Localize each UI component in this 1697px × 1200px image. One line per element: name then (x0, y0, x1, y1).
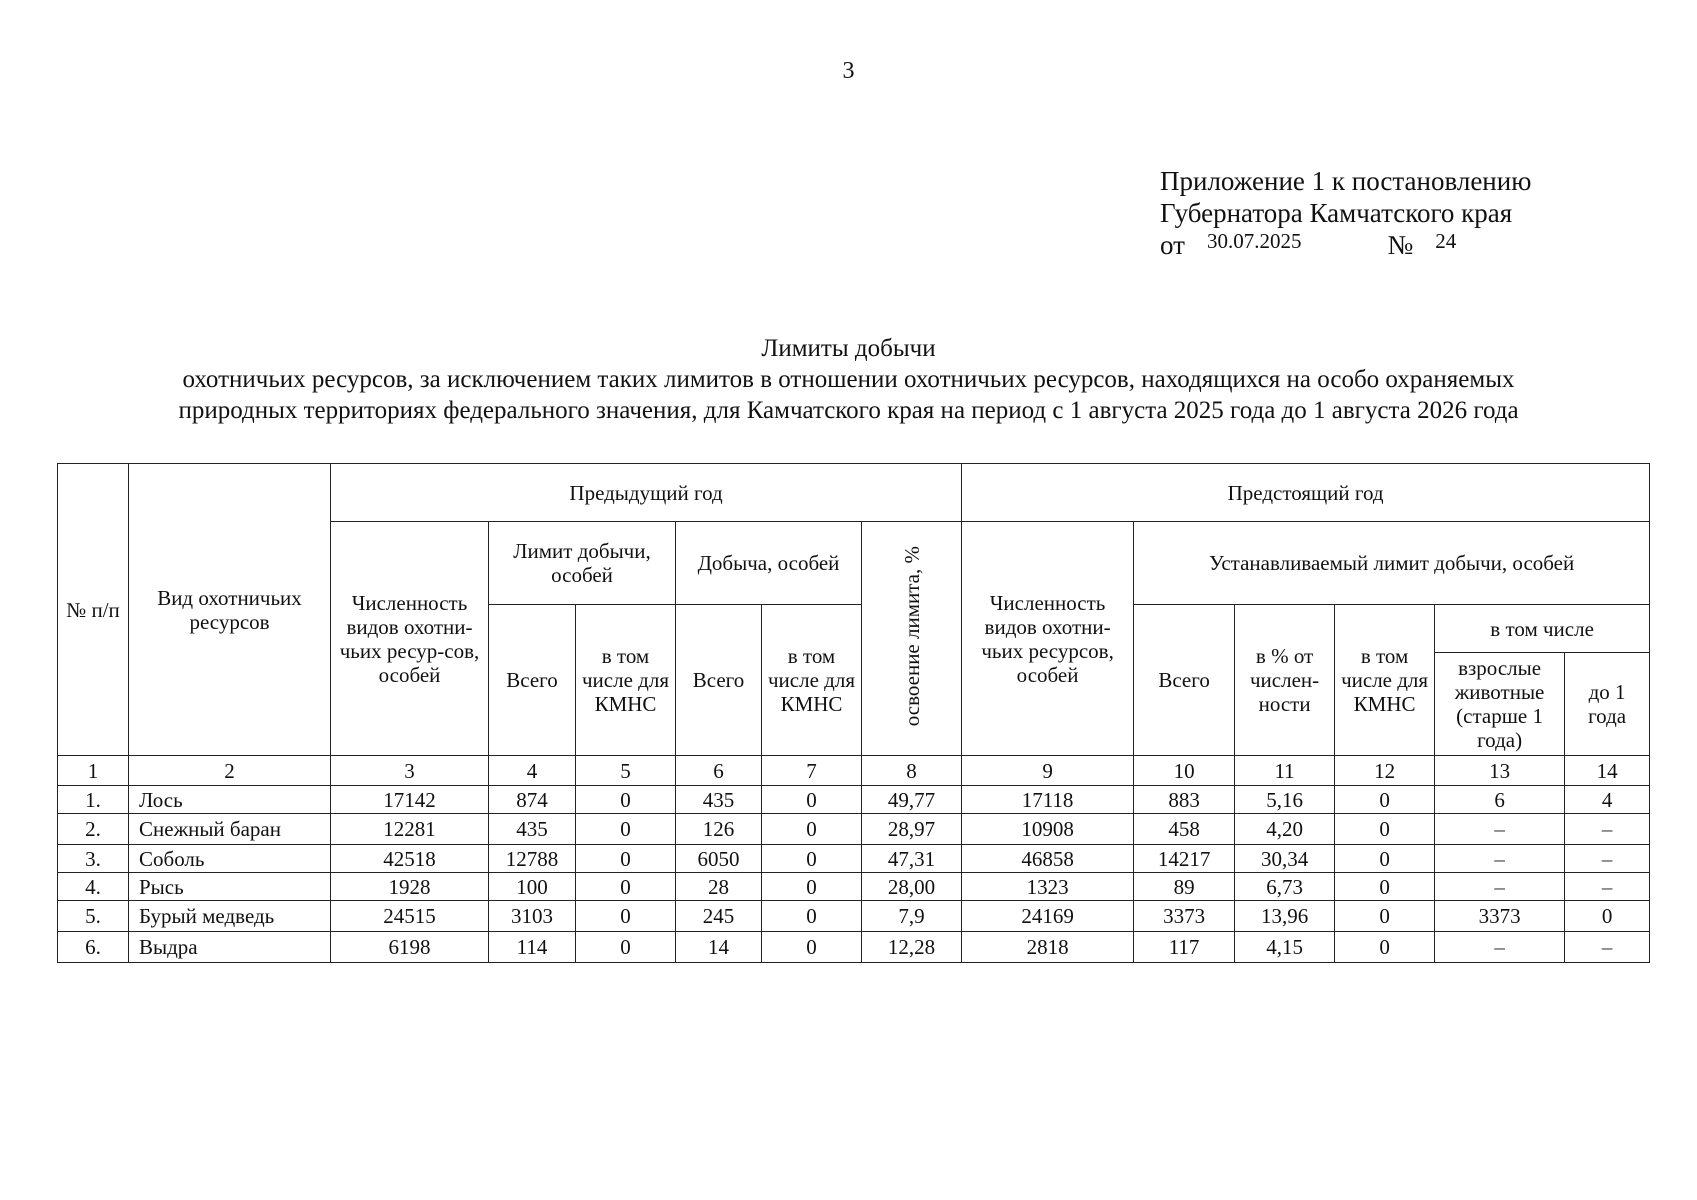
cell: 7,9 (862, 901, 962, 932)
cell: 14217 (1134, 845, 1235, 873)
cell: 245 (676, 901, 762, 932)
header-pct-of-population: в % от числен-ности (1235, 605, 1335, 756)
header-limit-total: Всего (489, 605, 576, 756)
species-name: Соболь (129, 845, 331, 873)
row-number: 6. (58, 932, 129, 963)
cell: 0 (1335, 786, 1435, 814)
cell: – (1435, 845, 1565, 873)
column-number: 3 (331, 756, 489, 786)
cell: 12281 (331, 814, 489, 845)
row-number: 4. (58, 873, 129, 901)
cell: 4,20 (1235, 814, 1335, 845)
cell: 0 (1565, 901, 1650, 932)
header-harvest-kmns: в том числе для КМНС (762, 605, 862, 756)
cell: – (1435, 932, 1565, 963)
table-row (58, 845, 1650, 873)
cell: 1928 (331, 873, 489, 901)
cell: 0 (762, 873, 862, 901)
cell: 100 (489, 873, 576, 901)
header-under-one: до 1 года (1565, 653, 1650, 756)
cell: 0 (1335, 932, 1435, 963)
header-limit-kmns: в том числе для КМНС (576, 605, 676, 756)
cell: 0 (1335, 901, 1435, 932)
row-number: 2. (58, 814, 129, 845)
cell: 6198 (331, 932, 489, 963)
title-line-1: Лимиты добычи (761, 335, 936, 362)
cell: 4,15 (1235, 932, 1335, 963)
header-harvest-prev: Добыча, особей (676, 522, 862, 605)
table-row (58, 873, 1650, 901)
cell: – (1435, 814, 1565, 845)
column-number: 2 (129, 756, 331, 786)
title-line-2: охотничьих ресурсов, за исключением таких лимитов в отношении охотничьих ресурсов, находящихся на особо охраняемых (182, 366, 1515, 393)
decree-number: 24 (1435, 229, 1457, 253)
cell: 30,34 (1235, 845, 1335, 873)
cell: – (1565, 873, 1650, 901)
cell: 28,00 (862, 873, 962, 901)
header-adults: взрослые животные (старше 1 года) (1435, 653, 1565, 756)
appendix-line-3 (1160, 229, 1531, 263)
species-name: Снежный баран (129, 814, 331, 845)
cell: – (1435, 873, 1565, 901)
column-number: 8 (862, 756, 962, 786)
cell: 883 (1134, 786, 1235, 814)
column-number: 7 (762, 756, 862, 786)
column-number: 13 (1435, 756, 1565, 786)
cell: 0 (1335, 814, 1435, 845)
cell: 0 (576, 901, 676, 932)
table-row (58, 932, 1650, 963)
title-line-3: природных территориях федерального значения, для Камчатского края на период с 1 августа 2025 года до 1 августа 2026 года (178, 397, 1519, 424)
cell: 6,73 (1235, 873, 1335, 901)
cell: 12788 (489, 845, 576, 873)
cell: 13,96 (1235, 901, 1335, 932)
cell: 5,16 (1235, 786, 1335, 814)
cell: 4 (1565, 786, 1650, 814)
cell: 0 (762, 786, 862, 814)
cell: 6 (1435, 786, 1565, 814)
header-upcoming-year: Предстоящий год (962, 464, 1650, 522)
cell: 12,28 (862, 932, 962, 963)
cell: – (1565, 932, 1650, 963)
species-name: Лось (129, 786, 331, 814)
decree-date: 30.07.2025 (1206, 229, 1302, 253)
column-numbers-row (58, 756, 1650, 786)
cell: 0 (1335, 873, 1435, 901)
cell: 114 (489, 932, 576, 963)
header-species: Вид охотничьих ресурсов (129, 464, 331, 756)
cell: 14 (676, 932, 762, 963)
table-row (58, 786, 1650, 814)
cell: 42518 (331, 845, 489, 873)
cell: 28,97 (862, 814, 962, 845)
header-num: № п/п (58, 464, 129, 756)
row-number: 5. (58, 901, 129, 932)
cell: 0 (576, 873, 676, 901)
cell: 874 (489, 786, 576, 814)
cell: 0 (762, 901, 862, 932)
header-population-prev: Численность видов охотни-чьих ресур-сов, особей (331, 522, 489, 756)
cell: 24515 (331, 901, 489, 932)
document-title (60, 333, 1637, 426)
cell: 435 (489, 814, 576, 845)
cell: 17118 (962, 786, 1134, 814)
header-utilization (862, 522, 962, 756)
utilization-label: освоение лимита, % (899, 545, 924, 727)
species-name: Выдра (129, 932, 331, 963)
header-harvest-total: Всего (676, 605, 762, 756)
column-number: 4 (489, 756, 576, 786)
column-number: 11 (1235, 756, 1335, 786)
cell: 0 (576, 932, 676, 963)
column-number: 6 (676, 756, 762, 786)
appendix-line-1: Приложение 1 к постановлению (1160, 166, 1532, 196)
cell: 117 (1134, 932, 1235, 963)
cell: 17142 (331, 786, 489, 814)
table-row (58, 901, 1650, 932)
from-label: от (1160, 230, 1185, 260)
limits-table (57, 463, 1650, 963)
cell: 47,31 (862, 845, 962, 873)
cell: 1323 (962, 873, 1134, 901)
column-number: 1 (58, 756, 129, 786)
cell: 10908 (962, 814, 1134, 845)
header-including: в том числе (1435, 605, 1650, 653)
table-row (58, 814, 1650, 845)
cell: 6050 (676, 845, 762, 873)
cell: 24169 (962, 901, 1134, 932)
cell: – (1565, 814, 1650, 845)
cell: 0 (762, 814, 862, 845)
cell: 3373 (1134, 901, 1235, 932)
cell: 28 (676, 873, 762, 901)
cell: 458 (1134, 814, 1235, 845)
cell: 126 (676, 814, 762, 845)
cell: 435 (676, 786, 762, 814)
header-new-limit-kmns: в том числе для КМНС (1335, 605, 1435, 756)
cell: 46858 (962, 845, 1134, 873)
cell: 0 (1335, 845, 1435, 873)
row-number: 3. (58, 845, 129, 873)
column-number: 5 (576, 756, 676, 786)
column-number: 14 (1565, 756, 1650, 786)
column-number: 10 (1134, 756, 1235, 786)
cell: 0 (576, 845, 676, 873)
header-new-limit-total: Всего (1134, 605, 1235, 756)
cell: – (1565, 845, 1650, 873)
number-sign: № (1387, 230, 1414, 260)
species-name: Бурый медведь (129, 901, 331, 932)
cell: 0 (576, 814, 676, 845)
header-previous-year: Предыдущий год (331, 464, 962, 522)
cell: 0 (762, 932, 862, 963)
cell: 49,77 (862, 786, 962, 814)
column-number: 9 (962, 756, 1134, 786)
page-number: 3 (842, 58, 855, 84)
header-limit-next: Устанавливаемый лимит добычи, особей (1134, 522, 1650, 605)
header-population-next: Численность видов охотни-чьих ресурсов, особей (962, 522, 1134, 756)
cell: 89 (1134, 873, 1235, 901)
cell: 0 (576, 786, 676, 814)
cell: 3103 (489, 901, 576, 932)
header-limit-prev: Лимит добычи, особей (489, 522, 676, 605)
cell: 3373 (1435, 901, 1565, 932)
row-number: 1. (58, 786, 129, 814)
appendix-line-2: Губернатора Камчатского края (1160, 198, 1513, 228)
cell: 0 (762, 845, 862, 873)
column-number: 12 (1335, 756, 1435, 786)
cell: 2818 (962, 932, 1134, 963)
species-name: Рысь (129, 873, 331, 901)
appendix-header (1160, 165, 1531, 263)
